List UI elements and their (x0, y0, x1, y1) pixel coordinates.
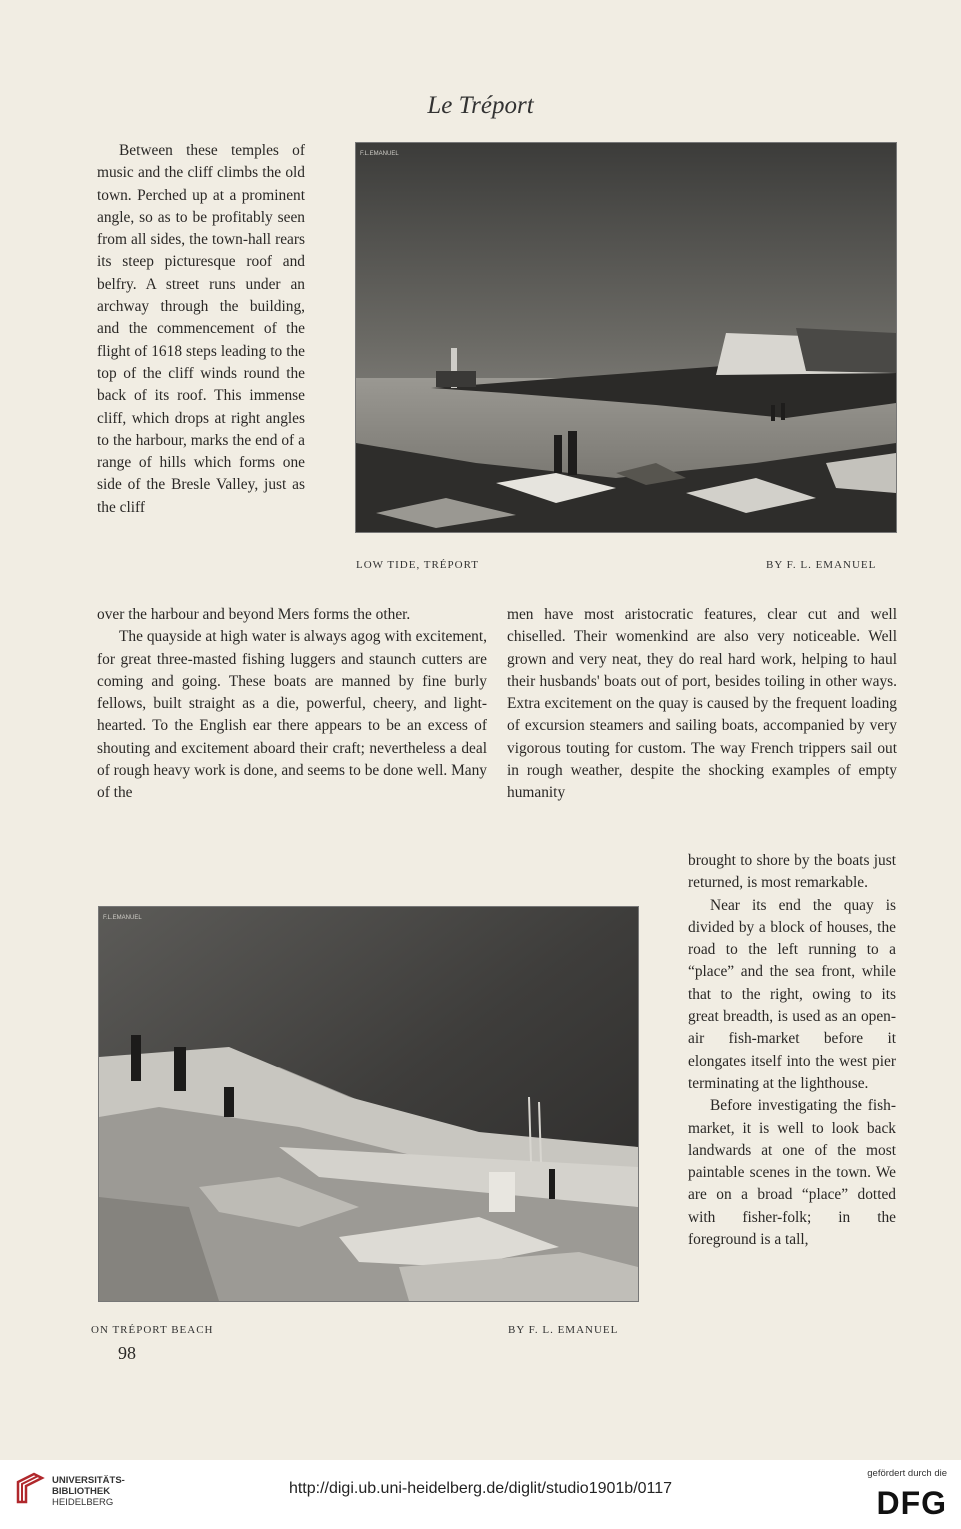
low-tide-painting (356, 143, 896, 532)
caption-artist-beach: BY F. L. EMANUEL (508, 1324, 619, 1336)
footer-bar (0, 1460, 961, 1529)
paragraph: Near its end the quay is divided by a block of houses, the road to the left running to a “place” and the sea front, while that to the right, owing to its great breadth, is used as an open-air fish-market before it elongates itself into the west pier terminating at the lighthouse. (688, 896, 896, 1092)
text-column-left-top (97, 140, 305, 519)
library-line: HEIDELBERG (52, 1497, 114, 1508)
caption-treport-beach: ON TRÉPORT BEACH (91, 1324, 214, 1336)
text-column-left-mid (97, 604, 487, 805)
paragraph: over the harbour and beyond Mers forms the other. (97, 606, 411, 623)
paragraph: men have most aristocratic features, clear cut and well chiselled. Their womenkind are also very noticeable. Well grown and very neat, they do real hard work, helping to haul their husbands' boats out of port, besides toiling in other ways. Extra excitement on the quay is caused by the frequent loading of excursion steamers and sailing boats, accompanied by very vigorous touting for custom. The way French trippers sail out in rough weather, despite the shocking examples of empty humanity (507, 606, 897, 802)
text-column-right-mid (507, 604, 897, 805)
beach-painting (99, 907, 638, 1301)
painting-signature: F.L.EMANUEL (360, 151, 399, 157)
text-column-right-bottom (688, 850, 896, 1251)
paragraph: The quayside at high water is always agog with excitement, for great three-masted fishing luggers and staunch cutters are coming and going. These boats are manned by fine burly fellows, built straight as a die, powerful, cheery, and light-hearted. To the English ear there appears to be an excess of shouting and excitement aboard their craft; nevertheless a deal of rough heavy work is done, and seems to be done well. Many of the (97, 628, 487, 802)
plate-low-tide (355, 142, 897, 533)
page-number: 98 (118, 1343, 136, 1363)
library-line: BIBLIOTHEK (52, 1486, 111, 1497)
page-title: Le Tréport (427, 92, 534, 119)
paragraph: Between these temples of music and the cliff climbs the old town. Perched up at a prominent angle, so as to be profitably seen from all sides, the town-hall rears its steep picturesque roof and belfry. A street runs under an archway through the building, and the commencement of the flight of 1618 steps leading to the top of the cliff winds round the back of its roof. This immense cliff, which drops at right angles to the harbour, marks the end of a range of hills which forms one side of the Bresle Valley, just as the cliff (97, 142, 305, 516)
paragraph: brought to shore by the boats just returned, is most remarkable. (688, 852, 896, 892)
funding-label: gefördert durch die (867, 1468, 947, 1479)
painting-signature: F.L.EMANUEL (103, 915, 142, 921)
library-line: UNIVERSITÄTS- (52, 1475, 125, 1486)
caption-low-tide: LOW TIDE, TRÉPORT (356, 559, 479, 571)
paragraph: Before investigating the fish-market, it is well to look back landwards at one of the most paintable scenes in the town. We are on a broad “place” dotted with fisher-folk; in the foreground is a tall, (688, 1097, 896, 1249)
page-url-link[interactable]: http://digi.ub.uni-heidelberg.de/diglit/studio1901b/0117 (288, 1480, 673, 1497)
dfg-logo: DFG (876, 1485, 947, 1521)
plate-treport-beach (98, 906, 639, 1302)
caption-artist-low-tide: BY F. L. EMANUEL (766, 559, 877, 571)
